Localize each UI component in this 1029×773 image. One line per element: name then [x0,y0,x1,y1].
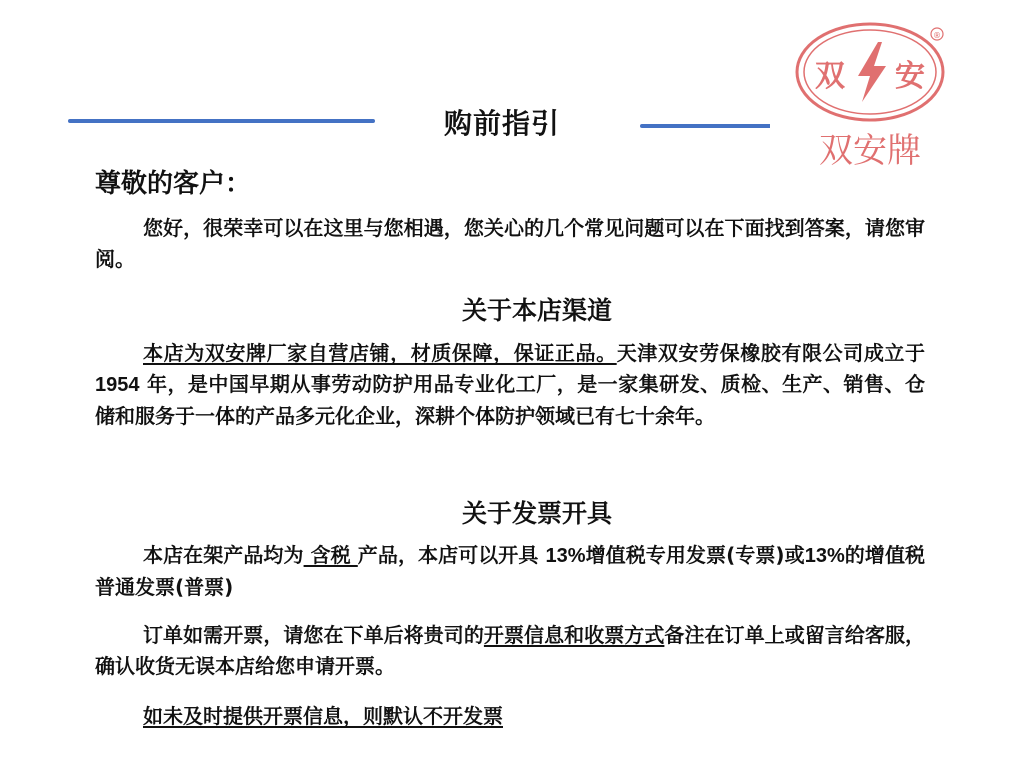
tax-rate-special: 13% [545,545,586,567]
tax-included-label: 含税 [303,543,358,567]
invoice-request-paragraph [95,620,925,682]
invoice-type-paragraph [95,540,925,603]
logo-char-right: 安 [895,59,925,94]
logo-brand-name: 双安牌 [819,131,921,171]
invoice-text-3: 增值税专用发票(专票)或 [585,543,805,567]
invoice-request-text-2: 备注在订单上或留言给客服，确认收货无误本店给您申请开票。 [95,623,926,678]
intro-paragraph: 您好，很荣幸可以在这里与您相遇，您关心的几个常见问题可以在下面找到答案，请您审阅。 [95,216,925,271]
invoice-request-text-1: 订单如需开票，请您在下单后将贵司的 [143,623,484,647]
section-title-channel: 关于本店渠道 [461,296,612,325]
invoice-text-2: 产品，本店可以开具 [357,543,546,567]
registered-trademark-icon: ® [933,31,941,40]
founding-year: 1954 [95,374,140,396]
greeting: 尊敬的客户： [95,169,252,199]
company-intro-text: 天津双安劳保橡胶有限公司成立于 [616,341,926,365]
brand-logo [770,4,980,192]
no-invoice-notice: 如未及时提供开票信息，则默认不开发票 [143,704,503,728]
invoice-default-notice [95,701,925,732]
tax-rate-general: 13% [804,545,845,567]
page-title: 购前指引 [444,107,561,140]
header-divider-left [68,119,375,123]
invoice-info-highlight: 开票信息和收票方式 [483,623,665,647]
logo-char-left: 双 [815,59,845,94]
invoice-text-4: 的增值税普通发票(普票) [95,543,926,599]
company-history-text: 年，是中国早期从事劳动防护用品专业化工厂，是一家集研发、质检、生产、销售、仓储和服务于一体的产品多元化企业，深耕个体防护领域已有七十余年。 [95,372,925,428]
brand-logo-graphic [770,4,980,192]
channel-paragraph [95,338,925,432]
invoice-text-1: 本店在架产品均为 [143,543,304,567]
authentic-store-statement: 本店为双安牌厂家自营店铺，材质保障，保证正品。 [143,341,617,365]
section-title-invoice: 关于发票开具 [461,499,612,528]
